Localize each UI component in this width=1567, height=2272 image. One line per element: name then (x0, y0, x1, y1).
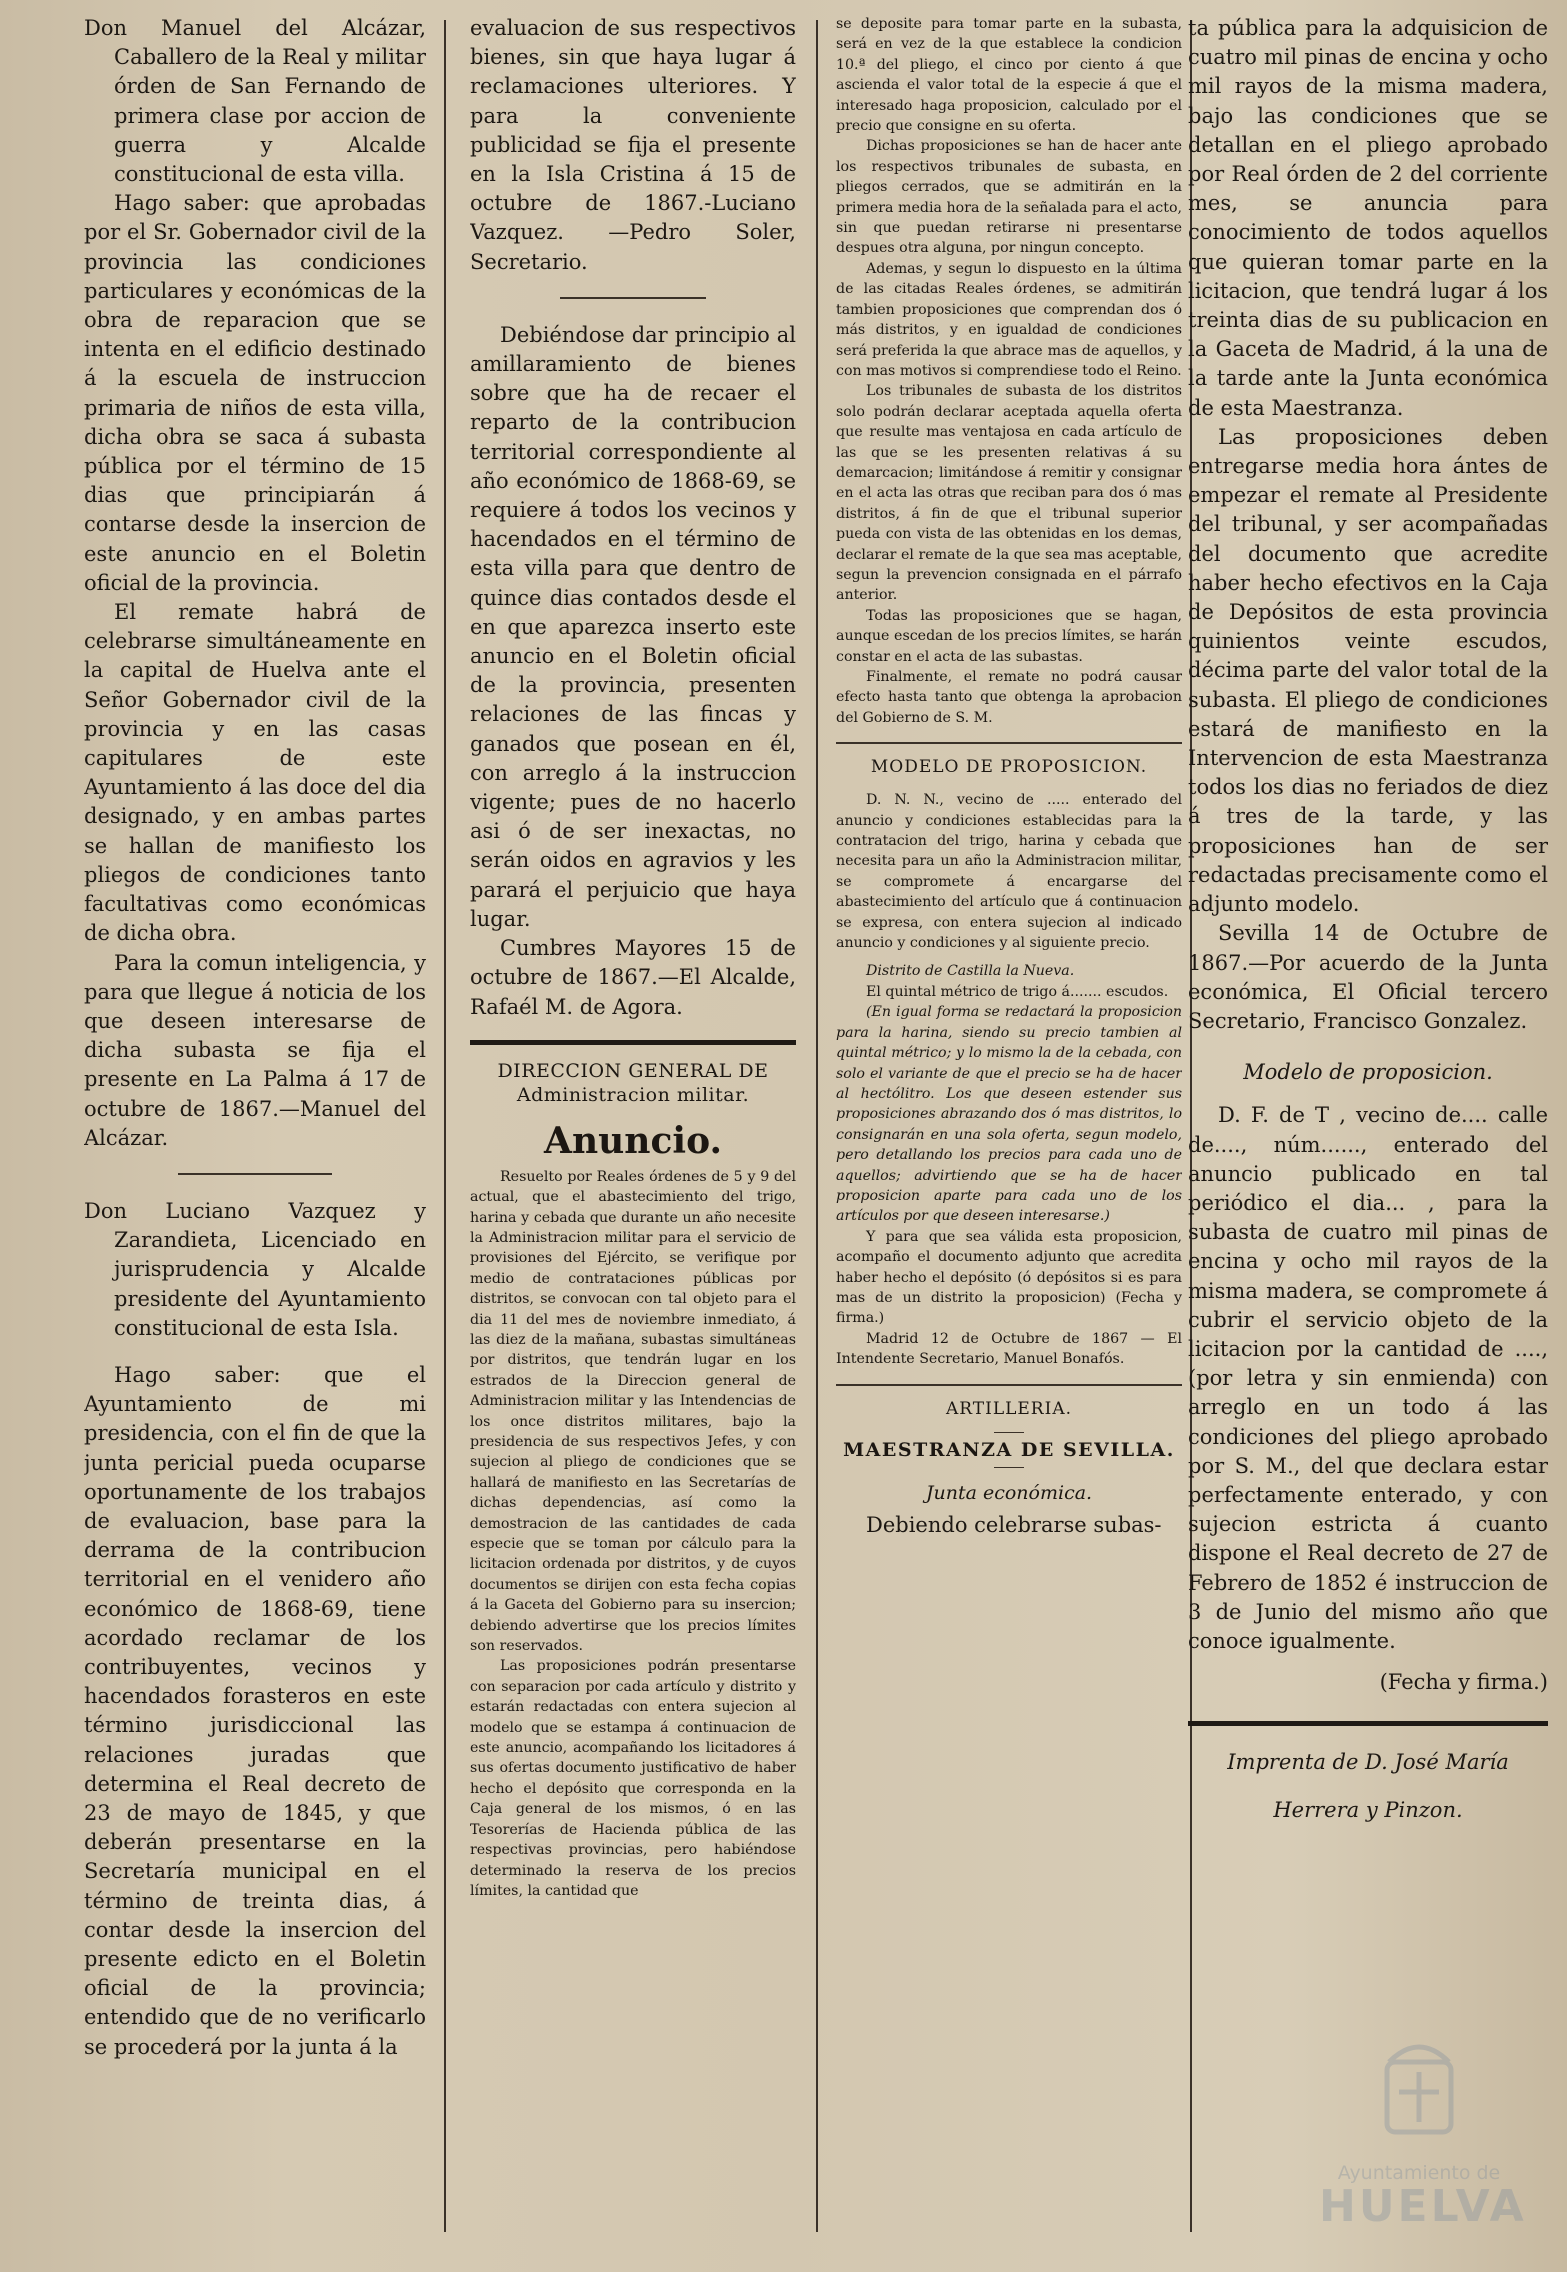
paragraph: Hago saber: que aprobadas por el Sr. Gobernador civil de la provincia las condiciones particulares y económicas de la obra de reparacion que se intenta en el edificio destinado á la escuela de instruccion primaria de niños de esta villa, dicha obra se saca á subasta pública por el término de 15 dias que principiarán á contarse desde la insercion de este anuncio en el Boletin oficial de la provincia. (84, 191, 426, 595)
paragraph: Para la comun inteligencia, y para que llegue á noticia de los que deseen interesarse de dicha subasta se fija el presente en La Palma á 17 de octubre de 1867.—Manuel del Alcázar. (84, 950, 426, 1150)
section-heading-direccion: DIRECCION GENERAL DE Administracion militar. (497, 1059, 769, 1106)
paragraph: se deposite para tomar parte en la subasta, será en vez de la que establece la condicion 10.ª del pliego, el cinco por ciento á que ascienda el valor total de la especie á que el interesado haga proposicion, calculado por el precio que consigne en su oferta. (836, 16, 1182, 135)
paragraph: Hago saber: que el Ayuntamiento de mi presidencia, con el fin de que la junta pericial pueda ocuparse oportunamente de los trabajos de evaluacion, base para la derrama de la contribucion territorial en el venidero año económico de 1868-69, tiene acordado reclamar de los contribuyentes, vecinos y hacendados forasteros en este término jurisdiccional las relaciones juradas que determina el Real decreto de 23 de mayo de 1845, y que deberán presentarse en la Secretaría municipal en el término de treinta dias, á contar desde la insercion del presente edicto en el Boletin oficial de la provincia; entendido que de no verificarlo se procederá por la junta á la (84, 1362, 426, 2059)
paragraph: El remate habrá de celebrarse simultáneamente en la capital de Huelva ante el Señor Gobernador civil de la provincia y en las casas capitulares de este Ayuntamiento á las doce del dia designado, y en ambas partes se hallan de manifiesto los pliegos de condiciones tanto facultativas como económicas de dicha obra. (84, 600, 426, 946)
paragraph: ta pública para la adquisicion de cuatro mil pinas de encina y ocho mil rayos de la misma madera, bajo las condiciones que se detallan en el pliego aprobado por Real órden de 2 del corriente mes, se anuncia para conocimiento de todos aquellos que quieran tomar parte en la licitacion, que tendrá lugar á los treinta dias de su publicacion en la Gaceta de Madrid, á la una de la tarde ante la Junta económica de esta Maestranza. (1188, 16, 1548, 420)
paragraph: D. N. N., vecino de ..... enterado del anuncio y condiciones establecidas para la contratacion del trigo, harina y cebada que necesita para un año la Administracion militar, se compromete á encargarse del abastecimiento del artículo que á continuacion se expresa, con entera sujecion al indicado anuncio y condiciones y al siguiente precio. (836, 792, 1182, 952)
modelo-heading: Modelo de proposicion. (1243, 1060, 1493, 1085)
section-divider (470, 1040, 796, 1045)
paragraph: Sevilla 14 de Octubre de 1867.—Por acuerdo de la Junta económica, El Oficial tercero Secretario, Francisco Gonzalez. (1188, 921, 1548, 1033)
paragraph: evaluacion de sus respectivos bienes, sin que haya lugar á reclamaciones ulteriores. Y para la conveniente publicidad se fija el presente en la Isla Cristina á 15 de octubre de 1867.-Luciano Vazquez. —Pedro Soler, Secretario. (470, 16, 796, 274)
edict-heading-alcazar: Don Manuel del Alcázar, Caballero de la Real y militar órden de San Fernando de primera clase por accion de guerra y Alcalde constitucional de esta villa. (84, 16, 426, 187)
maestranza-heading: MAESTRANZA DE SEVILLA. (843, 1438, 1175, 1461)
paragraph: Cumbres Mayores 15 de octubre de 1867.—El Alcalde, Rafaél M. de Agora. (470, 936, 796, 1019)
paragraph: Finalmente, el remate no podrá causar efecto hasta tanto que obtenga la aprobacion del Gobierno de S. M. (836, 669, 1182, 726)
district-title: Distrito de Castilla la Nueva. (866, 963, 1075, 980)
column-1 (84, 14, 426, 2232)
paragraph: Todas las proposiciones que se hagan, aunque escedan de los precios límites, se harán constar en el acta de las subastas. (836, 607, 1182, 665)
modelo-heading: MODELO DE PROPOSICION. (870, 757, 1148, 778)
signature: Madrid 12 de Octubre de 1867 — El Intendente Secretario, Manuel Bonafós. (836, 1330, 1182, 1368)
column-rule (444, 20, 446, 2232)
watermark-line-2: HUELVA (1319, 2181, 1527, 2232)
edict-heading-vazquez: Don Luciano Vazquez y Zarandieta, Licenciado en jurisprudencia y Alcalde presidente del Ayuntamiento constitucional de esta Isla. (84, 1198, 426, 1340)
coat-of-arms-icon (1319, 2022, 1519, 2162)
divider (836, 742, 1182, 744)
fecha-firma: (Fecha y firma.) (1379, 1670, 1548, 1695)
imprenta-line-2: Herrera y Pinzon. (1273, 1797, 1463, 1822)
column-3 (836, 14, 1182, 2232)
paragraph: El quintal métrico de trigo á....... escudos. (866, 983, 1169, 1000)
divider (994, 1467, 1024, 1468)
divider (836, 1384, 1182, 1386)
paragraph: (En igual forma se redactará la proposicion para la harina, siendo su precio tambien al quintal métrico; y lo mismo la de la cebada, con solo el variante de que el precio se ha de hacer al hectólitro. Los que deseen estender sus proposiciones abrazando dos ó mas distritos, lo consignarán en una sola oferta, segun modelo, pero detallando los precios para cada uno de aquellos; advirtiendo que se ha de hacer proposicion aparte para cada uno de los artículos por que deseen interesarse.) (836, 1004, 1182, 1225)
paragraph: Las proposiciones podrán presentarse con separacion por cada artículo y distrito y estarán redactadas con entera sujecion al modelo que se estampa á continuacion de este anuncio, acompañando los licitadores á sus ofertas documento justificativo de haber hecho el depósito que corresponda en la Caja general de los mismos, ó en las Tesorerías de Hacienda pública de las respectivas provincias, pero habiéndose determinado la reserva de los precios límites, la cantidad que (470, 1658, 796, 1899)
paragraph: Debiendo celebrarse subas- (866, 1512, 1162, 1537)
anuncio-title: Anuncio. (544, 1119, 722, 1162)
column-rule (816, 20, 818, 2232)
column-2 (470, 14, 796, 2232)
paragraph: Debiéndose dar principio al amillaramiento de bienes sobre que ha de recaer el reparto de la contribucion territorial correspondiente al año económico de 1868-69, se requiere á todos los vecinos y hacendados en el término de esta villa para que dentro de quince dias contados desde el en que aparezca inserto este anuncio en el Boletin oficial de la provincia, presenten relaciones de las fincas y ganados que posean en él, con arreglo á la instruccion vigente; pues de no hacerlo asi ó de ser inexactas, no serán oidos en agravios y les parará el perjuicio que haya lugar. (470, 322, 796, 931)
divider (178, 1173, 332, 1175)
imprenta-line-1: Imprenta de D. José María (1227, 1750, 1509, 1775)
paragraph: Las proposiciones deben entregarse media hora ántes de empezar el remate al Presidente del tribunal, y ser acompañadas del documento que acredite haber hecho efectivos en la Caja de Depósitos de esta provincia quinientos veinte escudos, décima parte del valor total de la subasta. El pliego de condiciones estará de manifiesto en la Intervencion de esta Maestranza todos los dias no feriados de diez á tres de la tarde, y las proposiciones han de ser redactadas precisamente como el adjunto modelo. (1188, 424, 1548, 917)
archive-watermark (1319, 2022, 1527, 2232)
paragraph: Y para que sea válida esta proposicion, acompaño el documento adjunto que acredita haber hecho el depósito (ó depósitos si es para mas de un distrito la proposicion) (Fecha y firma.) (836, 1228, 1182, 1327)
artilleria-heading: ARTILLERIA. (945, 1398, 1072, 1419)
paragraph: Ademas, y segun lo dispuesto en la última de las citadas Reales órdenes, se admitirán tambien proposiciones que comprendan dos ó más distritos, y en igualdad de condiciones será preferida la que abrace mas de aquellos, y con mas motivos si comprendiese todo el Reino. (836, 260, 1182, 379)
paragraph: Resuelto por Reales órdenes de 5 y 9 del actual, que el abastecimiento del trigo, harina y cebada que durante un año necesite la Administracion militar para el servicio de provisiones del Ejército, se verifique por medio de contrataciones públicas por distritos, se convocan con tal objeto para el dia 11 del mes de noviembre inmediato, á las diez de la mañana, subastas simultáneas por distritos, que tendrán lugar en los estrados de la Direccion general de Administracion militar y las Intendencias de los once distritos militares, bajo la presidencia de sus respectivos Jefes, y con sujecion al pliego de condiciones que se hallará de manifiesto en las Secretarías de dichas dependencias, así como la demostracion de las cantidades de cada especie que se toman por cálculo para la licitacion ordenada por distritos, y de cuyos documentos se dirijen con esta fecha copias á la Gaceta del Gobierno para su insercion; debiendo advertirse que los precios límites son reservados. (470, 1168, 796, 1655)
divider (560, 297, 707, 299)
section-divider (1188, 1721, 1548, 1726)
junta-heading: Junta económica. (925, 1481, 1093, 1504)
paragraph: Los tribunales de subasta de los distritos solo podrán declarar aceptada aquella oferta que resulte mas ventajosa en cada artículo de las que se les presenten relativas á su demarcacion; limitándose á remitir y consignar en el acta las otras que reciban para dos ó mas distritos, á fin de que el tribunal superior pueda con vista de las obtenidas en los demas, declarar el remate de la que sea mas aceptable, segun la prevencion consignada en el párrafo anterior. (836, 383, 1182, 604)
watermark-line-1: Ayuntamiento de (1337, 2162, 1501, 2184)
divider (994, 1432, 1024, 1433)
paragraph: Dichas proposiciones se han de hacer ante los respectivos tribunales de subasta, en pliegos cerrados, que se admitirán en la primera media hora de la señalada para el acto, sin que puedan retirarse ni presentarse despues otra alguna, por ningun concepto. (836, 138, 1182, 257)
paragraph: D. F. de T , vecino de.... calle de...., núm......, enterado del anuncio publicado en tal periódico el dia... , para la subasta de cuatro mil pinas de encina y ocho mil rayos de la misma madera, se compromete á cubrir el servicio objeto de la licitacion por la cantidad de ...., (por letra y sin enmienda) con arreglo en un todo á las condiciones del pliego aprobado por S. M., del que declara estar perfectamente enterado, y con sujecion estricta á cuanto dispone el Real decreto de 27 de Febrero de 1852 é instruccion de 3 de Junio del mismo año que conoce igualmente. (1188, 1103, 1548, 1653)
column-4 (1188, 14, 1548, 2232)
